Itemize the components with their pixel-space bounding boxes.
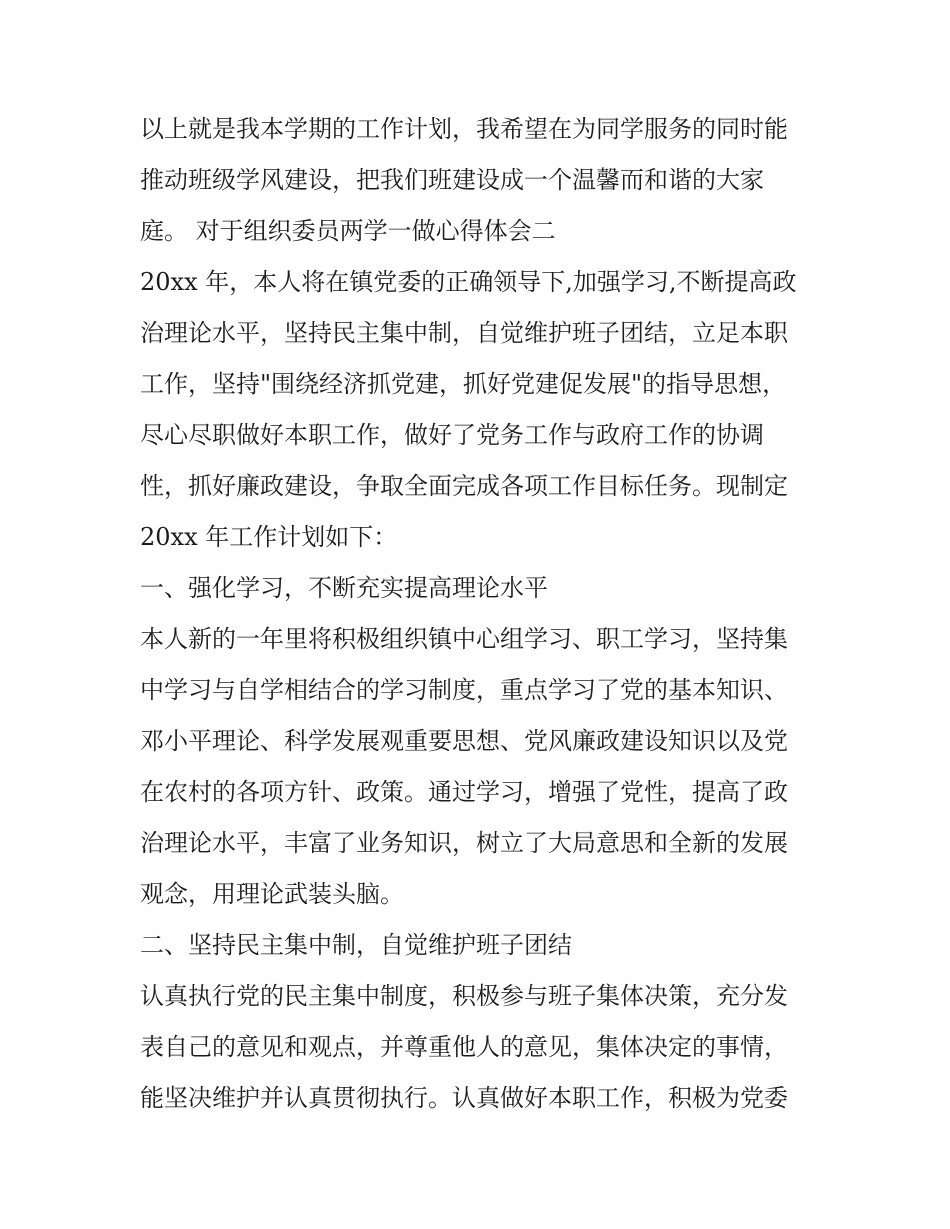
text-line: 能坚决维护并认真贯彻执行。认真做好本职工作，积极为党委 (140, 1084, 788, 1112)
text-line: 庭。 对于组织委员两学一做心得体会二 (140, 217, 556, 245)
text-line: 推动班级学风建设，把我们班建设成一个温馨而和谐的大家 (140, 166, 764, 194)
text-line: 20xx 年工作计划如下： (140, 523, 398, 551)
document-body (140, 104, 820, 1124)
text-line: 治理论水平，丰富了业务知识，树立了大局意思和全新的发展 (140, 829, 788, 857)
text-line: 中学习与自学相结合的学习制度，重点学习了党的基本知识、 (140, 676, 788, 704)
text-line: 观念，用理论武装头脑。 (140, 880, 404, 908)
text-line: 治理论水平，坚持民主集中制，自觉维护班子团结，立足本职 (140, 319, 788, 347)
text-line: 在农村的各项方针、政策。通过学习，增强了党性，提高了政 (140, 778, 788, 806)
text-line: 工作，坚持"围绕经济抓党建，抓好党建促发展"的指导思想， (140, 370, 787, 398)
text-line: 性，抓好廉政建设，争取全面完成各项工作目标任务。现制定 (140, 472, 788, 500)
text-line: 20xx 年，本人将在镇党委的正确领导下,加强学习,不断提高政 (140, 268, 797, 296)
text-line: 以上就是我本学期的工作计划，我希望在为同学服务的同时能 (140, 115, 788, 143)
text-line: 表自己的意见和观点，并尊重他人的意见，集体决定的事情， (140, 1033, 788, 1061)
section-heading: 一、强化学习，不断充实提高理论水平 (140, 574, 548, 602)
text-line: 尽心尽职做好本职工作，做好了党务工作与政府工作的协调 (140, 421, 764, 449)
text-line: 本人新的一年里将积极组织镇中心组学习、职工学习，坚持集 (140, 625, 788, 653)
text-line: 邓小平理论、科学发展观重要思想、党风廉政建设知识以及党 (140, 727, 788, 755)
section-heading: 二、坚持民主集中制，自觉维护班子团结 (140, 931, 572, 959)
text-line: 认真执行党的民主集中制度，积极参与班子集体决策，充分发 (140, 982, 788, 1010)
